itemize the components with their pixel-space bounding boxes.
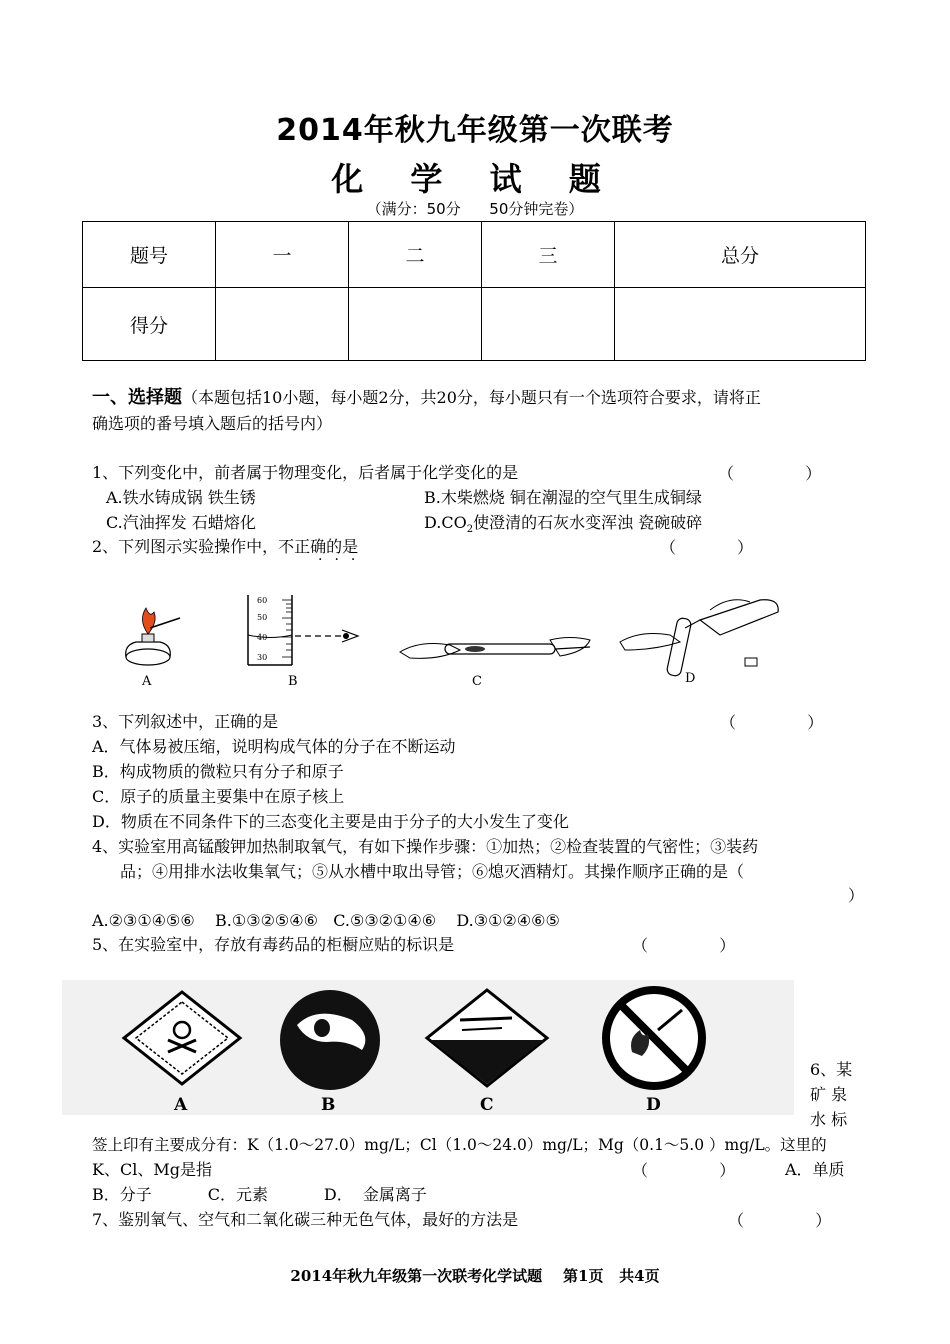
test-tube-hands-figure: [400, 638, 590, 690]
score-header-cell: 二: [349, 222, 482, 288]
q5-answer-paren[interactable]: （ ）: [632, 936, 736, 955]
q3-option-d: D．物质在不同条件下的三态变化主要是由于分子的大小发生了变化: [92, 812, 569, 831]
score-cell[interactable]: [615, 288, 866, 361]
q3-answer-paren[interactable]: （ ）: [720, 713, 824, 732]
q7-answer-paren[interactable]: （ ）: [728, 1211, 832, 1230]
sign-label-d: D: [646, 1095, 661, 1115]
score-table-score-row: [83, 288, 866, 361]
exam-note: （满分：50分 50分钟完卷）: [366, 200, 584, 218]
figure-label-d: D: [685, 671, 696, 686]
graduated-cylinder-figure: [248, 595, 358, 689]
q6-option-a: A．单质: [785, 1160, 845, 1179]
q5-signs: [62, 980, 794, 1115]
score-header-cell: 三: [482, 222, 615, 288]
score-cell[interactable]: [216, 288, 349, 361]
scale-tick: 60: [257, 596, 268, 605]
q1-option-d-sub: 2: [466, 524, 474, 536]
q1-stem: 1、下列变化中，前者属于物理变化，后者属于化学变化的是: [92, 463, 519, 482]
q6-answer-paren[interactable]: （ ）: [632, 1161, 736, 1180]
q7-stem: 7、鉴别氧气、空气和二氧化碳三种无色气体，最好的方法是: [92, 1210, 519, 1229]
q4-stem-line1: 4、实验室用高锰酸钾加热制取氧气，有如下操作步骤：①加热；②检查装置的气密性；③装药: [92, 837, 759, 856]
sign-label-b: B: [321, 1095, 336, 1115]
subject-title: 化 学 试 题: [331, 160, 619, 198]
q1-answer-paren[interactable]: （ ）: [718, 464, 822, 483]
q4-options: A.②③①④⑤⑥ B.①③②⑤④⑥ C.⑤③②①④⑥ D.③①②④⑥⑤: [92, 911, 560, 930]
figure-label-c: C: [472, 674, 482, 689]
alcohol-lamp-figure: [126, 608, 180, 689]
q2-stem: 2、下列图示实验操作中，不正确的是: [92, 537, 359, 556]
q2-answer-paren[interactable]: （ ）: [660, 538, 754, 557]
q1-option-c: C.汽油挥发 石蜡熔化: [106, 513, 256, 532]
sign-label-a: A: [174, 1095, 188, 1115]
section1-intro-line2: 确选项的番号填入题后的括号内）: [92, 414, 333, 433]
q4-answer-paren-close[interactable]: ）: [848, 886, 865, 905]
sign-label-c: C: [480, 1095, 494, 1115]
exam-title: 2014年秋九年级第一次联考: [276, 113, 674, 148]
score-header-cell: 一: [216, 222, 349, 288]
score-cell[interactable]: [482, 288, 615, 361]
q6-side-text-3: 水 标: [810, 1110, 848, 1129]
q1-option-b: B.木柴燃烧 铜在潮湿的空气里生成铜绿: [424, 488, 702, 507]
score-table-header-row: [83, 222, 866, 288]
section1-intro-text: （本题包括10小题，每小题2分，共20分，每小题只有一个选项符合要求，请将正: [182, 388, 761, 407]
q1-option-d-post: 使澄清的石灰水变浑浊 瓷碗破碎: [473, 513, 703, 532]
q3-option-a: A．气体易被压缩，说明构成气体的分子在不断运动: [92, 737, 456, 756]
score-header-cell: 题号: [83, 222, 216, 288]
scale-tick: 40: [257, 633, 268, 642]
q5-stem: 5、在实验室中，存放有毒药品的柜橱应贴的标识是: [92, 935, 455, 954]
q6-side-text-1: 6、某: [810, 1060, 853, 1079]
q6-options: B．分子 C．元素 D． 金属离子: [92, 1185, 427, 1204]
score-row-label: 得分: [83, 288, 216, 361]
score-cell[interactable]: [349, 288, 482, 361]
figure-label-b: B: [288, 674, 298, 689]
q3-option-b: B．构成物质的微粒只有分子和原子: [92, 762, 344, 781]
q4-stem-line2: 品；④用排水法收集氧气；⑤从水槽中取出导管；⑥熄灭酒精灯。其操作顺序正确的是（: [120, 862, 745, 881]
q6-side-text-2: 矿 泉: [810, 1085, 848, 1104]
q6-stem-line2: K、Cl、Mg是指: [92, 1160, 212, 1179]
scale-tick: 50: [257, 613, 268, 622]
section1-intro: [92, 386, 761, 410]
score-header-cell: 总分: [615, 222, 866, 288]
q2-figures: [110, 590, 810, 690]
q3-option-c: C．原子的质量主要集中在原子核上: [92, 787, 345, 806]
q1-option-d-pre: D.CO: [424, 513, 467, 532]
q3-stem: 3、下列叙述中，正确的是: [92, 712, 279, 731]
page-footer: 2014年秋九年级第一次联考化学试题 第1页 共4页: [290, 1267, 660, 1285]
q1-option-a: A.铁水铸成锅 铁生锈: [106, 488, 256, 507]
figure-label-a: A: [142, 674, 152, 689]
score-table: [82, 221, 866, 361]
pouring-liquid-figure: [620, 600, 778, 686]
q6-stem: 签上印有主要成分有：K（1.0～27.0）mg/L；Cl（1.0～24.0）mg/L；Mg（0.1～5.0 ）mg/L。这里的: [92, 1136, 827, 1154]
section1-heading: 一、选择题: [92, 387, 182, 408]
scale-tick: 30: [257, 653, 268, 662]
q2-emphasis-dots: ···: [318, 552, 368, 568]
